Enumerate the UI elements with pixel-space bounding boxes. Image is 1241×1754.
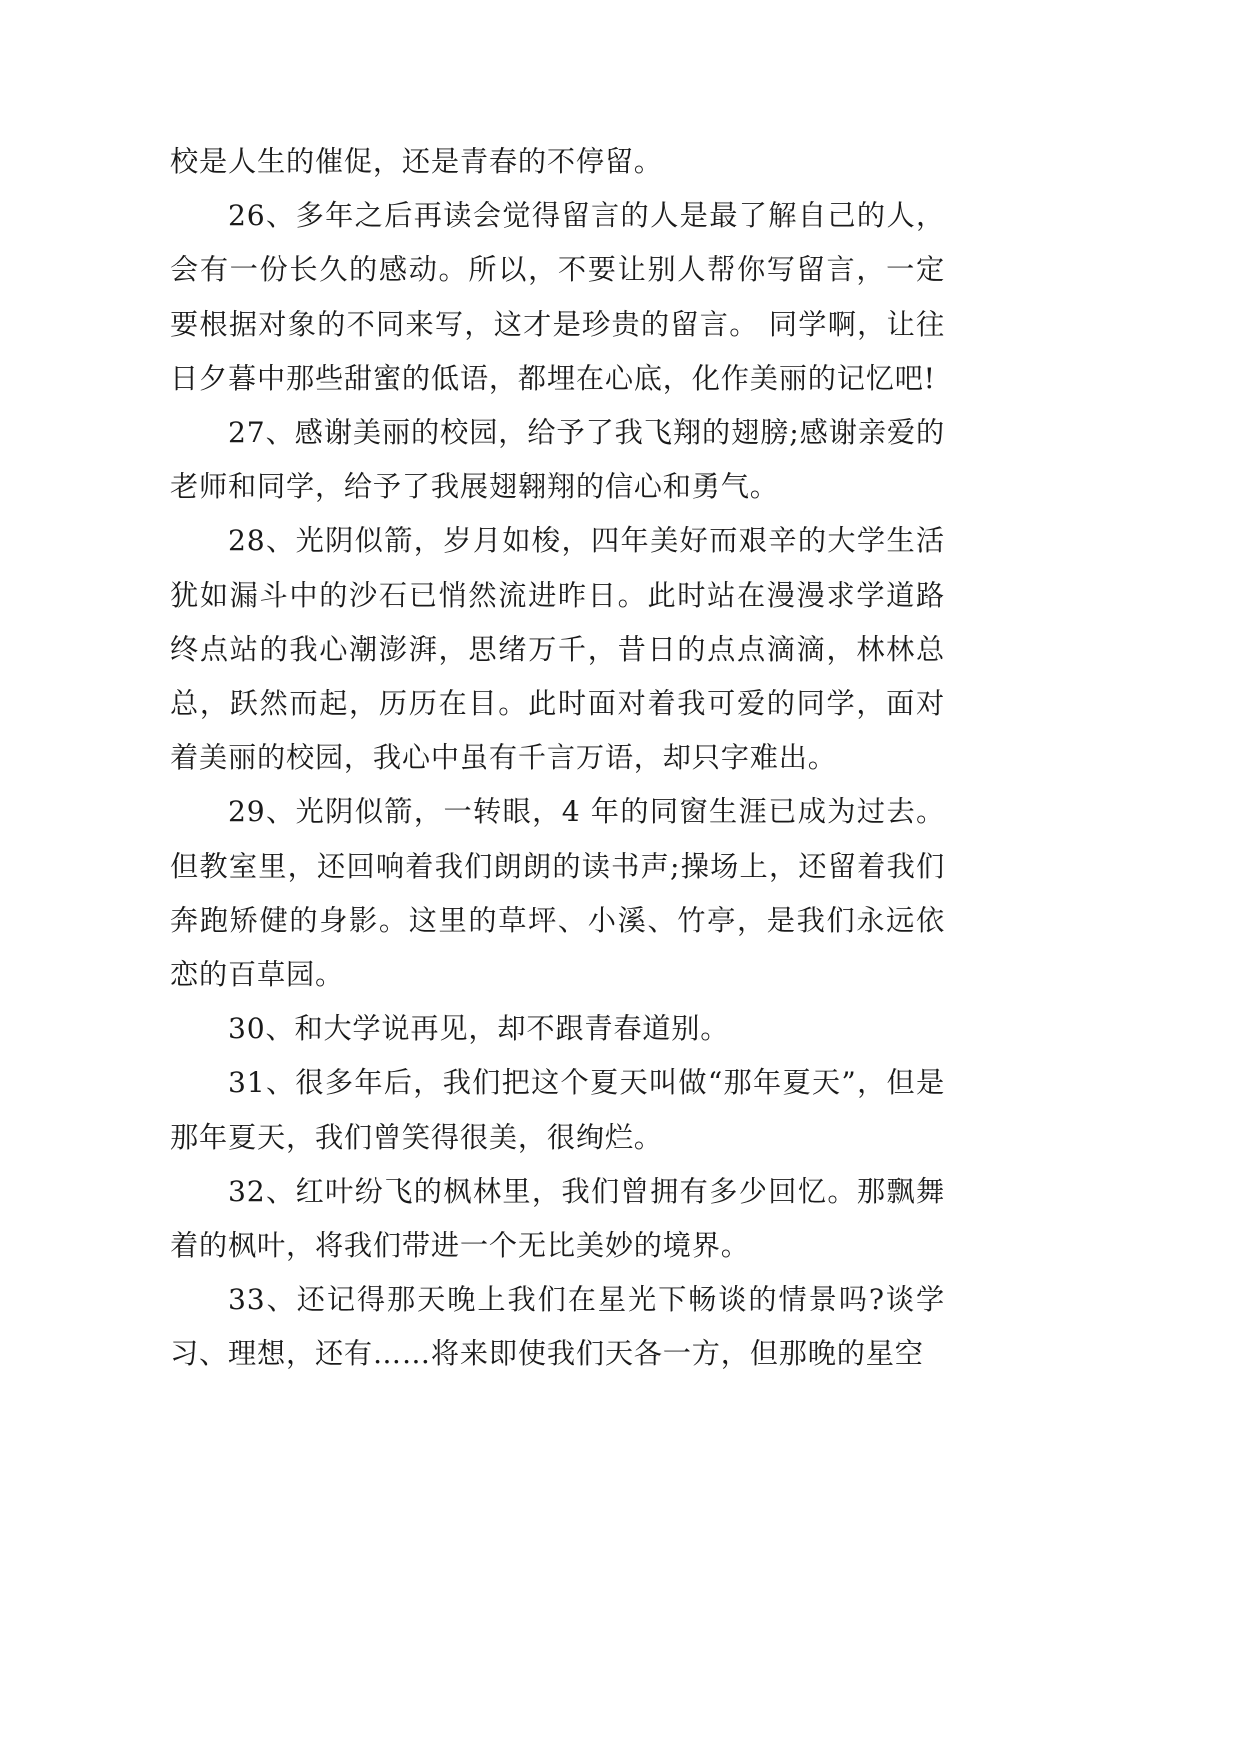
document-body [170,135,945,1382]
paragraph-29: 29、光阴似箭，一转眼，4 年的同窗生涯已成为过去。但教室里，还回响着我们朗朗的读书声;操场上，还留着我们奔跑矫健的身影。这里的草坪、小溪、竹亭，是我们永远依恋的百草园。 [170,795,945,992]
paragraph-33: 33、还记得那天晚上我们在星光下畅谈的情景吗?谈学习、理想，还有……将来即使我们天各一方，但那晚的星空 [170,1283,945,1371]
paragraph-27: 27、感谢美丽的校园，给予了我飞翔的翅膀;感谢亲爱的老师和同学，给予了我展翅翱翔的信心和勇气。 [170,416,945,504]
paragraph-continuation: 校是人生的催促，还是青春的不停留。 [170,145,663,178]
paragraph-30: 30、和大学说再见，却不跟青春道别。 [228,1012,730,1046]
paragraph-26: 26、多年之后再读会觉得留言的人是最了解自己的人，会有一份长久的感动。所以，不要让别人帮你写留言，一定要根据对象的不同来写，这才是珍贵的留言。 同学啊，让往日夕暮中那些甜蜜的低语，都埋在心底，化作美丽的记忆吧! [170,199,945,395]
paragraph-28: 28、光阴似箭，岁月如梭，四年美好而艰辛的大学生活犹如漏斗中的沙石已悄然流进昨日。此时站在漫漫求学道路终点站的我心潮澎湃，思绪万千，昔日的点点滴滴，林林总总，跃然而起，历历在目。此时面对着我可爱的同学，面对着美丽的校园，我心中虽有千言万语，却只字难出。 [170,524,945,775]
paragraph-31: 31、很多年后，我们把这个夏天叫做“那年夏天”，但是那年夏天，我们曾笑得很美，很绚烂。 [170,1066,945,1154]
paragraph-32: 32、红叶纷飞的枫林里，我们曾拥有多少回忆。那飘舞着的枫叶，将我们带进一个无比美妙的境界。 [170,1174,945,1263]
